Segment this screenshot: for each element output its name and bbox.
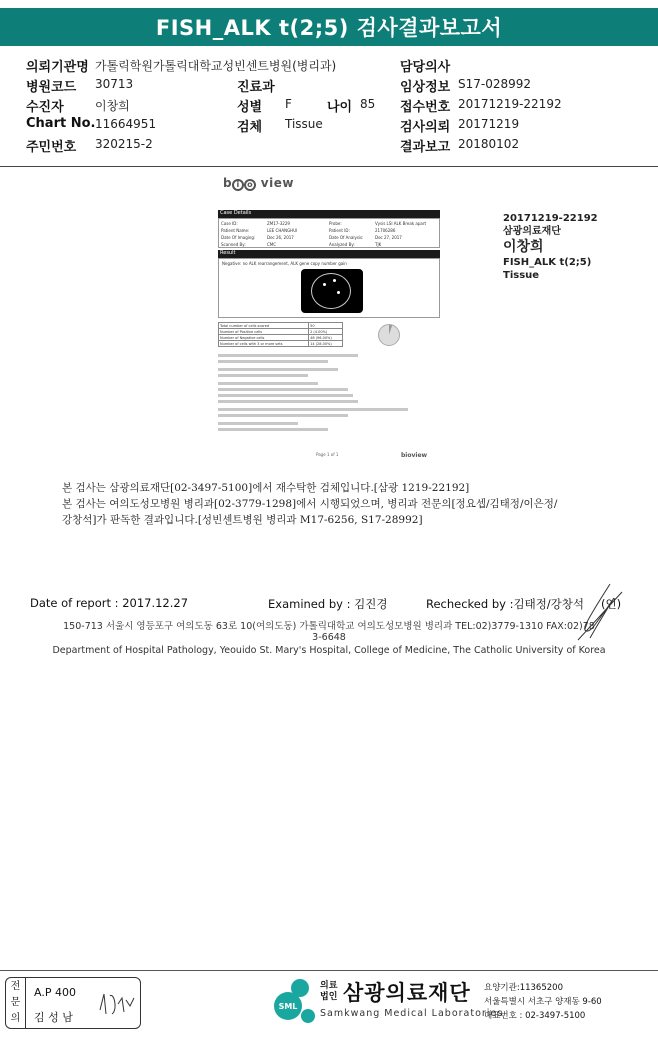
remark-line: 본 검사는 삼광의료재단[02-3497-5100]에서 재수탁한 검체입니다.[삼광 1219-22192] [62,482,470,494]
approval-name: 김 성 남 [34,1011,73,1024]
report-title-bar [0,8,658,46]
sml-logo-icon [270,976,318,1026]
sex-value: F [285,97,292,111]
fine-print [218,382,318,385]
table-row: Number of Negative cells 48 (96.00%) [219,335,343,341]
fine-print [218,368,338,371]
org-phone: 대표번호 : 02-3497-5100 [484,1011,586,1021]
result-report-label: 결과보고 [400,140,451,155]
stamp-foundation: 삼광의료재단 [503,226,561,237]
fine-print [218,374,308,377]
remark-line: 강창석]가 판독한 결과입니다.[성빈센트병원 병리과 M17-6256, S17-28992] [62,514,423,526]
stamp-specimen: Tissue [503,270,540,281]
request-value: 20171219 [458,117,520,131]
remark-line: 본 검사는 여의도성모병원 병리과[02-3779-1298]에서 시행되었으며, 병리과 전문의[정요셉/김태정/이은정/ [62,498,558,510]
hospital-code-label: 병원코드 [26,80,77,95]
receipt-value: 20171219-22192 [458,97,562,111]
cells-pie-chart [378,324,400,346]
bioview-small-logo: bioview [401,452,428,459]
rechecked-by: Rechecked by :김태정/강창석 [426,597,585,611]
age-value: 85 [360,97,376,111]
stats-table [218,322,343,347]
chart-label: Chart No. [26,116,96,131]
stamp-receipt: 20171219-22192 [503,213,598,224]
sample-stamp [503,212,598,282]
stamp-patient: 이창희 [503,239,544,255]
embedded-fish-report [213,172,449,468]
specimen-value: Tissue [285,117,323,131]
seal-mark: (인) [601,597,622,611]
request-label: 검사의뢰 [400,120,451,135]
approval-side-label: 전 문 의 [6,978,26,1028]
page-number: Page 1 of 1 [316,452,339,457]
result-box [218,258,440,318]
department-label: 진료과 [237,80,275,95]
address-line-1: 150-713 서울시 영등포구 여의도동 63로 10(여의도동) 가톨릭대학교 여의도성모병원 병리과 TEL:02)3779-1310 FAX:02)78 [63,621,595,632]
specimen-label: 검체 [237,120,263,135]
fish-cell-image [301,269,363,313]
result-line: Negative: no ALK rearrangement, ALK gene copy number gain [222,261,347,266]
approval-box [5,977,141,1029]
report-title: FISH_ALK t(2;5) 검사결과보고서 [155,16,503,40]
bioview-logo: b i o view [223,176,294,190]
fine-print [218,408,408,411]
organization-name-kr: 삼광의료재단 [343,981,471,1005]
fine-print [218,400,358,403]
fine-print [218,414,348,417]
table-row: Number of Positive cells 2 (4.00%) [219,329,343,335]
hospital-code-value: 30713 [95,77,134,91]
fine-print [218,354,358,357]
table-row: Number of cells with 3 or more sets 14 (28.00%) [219,341,343,347]
report-date: Date of report : 2017.12.27 [30,596,189,610]
org-code: 요양기관:11365200 [484,983,563,993]
fine-print [218,388,348,391]
address-line-2: 3-6648 [312,632,346,643]
result-header: Result [218,250,440,258]
svg-text:SML: SML [278,1002,298,1011]
clinical-info-label: 임상정보 [400,80,451,95]
fine-print [218,428,328,431]
organization-contact [484,981,602,1023]
patient-value: 이창희 [95,99,130,113]
organization-name-en: Samkwang Medical Laboratories [320,1008,504,1019]
resident-label: 주민번호 [26,140,77,155]
fine-print [218,422,298,425]
header-divider [0,166,658,167]
remarks-text [62,480,557,528]
approval-code: A.P 400 [34,986,76,999]
institution-value: 가톨릭학원가톨릭대학교성빈센트병원(병리과) [95,59,337,73]
receipt-label: 접수번호 [400,100,451,115]
sex-label: 성별 [237,100,263,115]
examined-by: Examined by : 김진경 [268,597,388,611]
attending-label: 담당의사 [400,60,451,75]
fine-print [218,394,353,397]
result-report-value: 20180102 [458,137,520,151]
corp-type: 의료 법인 [320,981,338,1002]
stamp-test: FISH_ALK t(2;5) [503,257,592,268]
approval-signature [96,990,136,1020]
clinical-info-value: S17-028992 [458,77,532,91]
case-details-grid: Case ID: ZM17-3229 Probe: Vysis LSI ALK Break apart Patient Name: LEE CHANGHUI Patient ID: 21706286 Date Of Imaging: Dec 26, 2017 Date Of Analysis: Dec 27, 2017 Scanned By: CMC Analyzed By: TJK [218,218,440,248]
bottom-divider [0,970,658,971]
fine-print [218,360,328,363]
table-row: Total number of cells scored 50 [219,323,343,329]
org-address: 서울특별시 서초구 양재동 9-60 [484,997,602,1007]
resident-value: 320215-2 [95,137,153,151]
patient-label: 수진자 [26,100,64,115]
institution-label: 의뢰기관명 [26,60,89,75]
address-english: Department of Hospital Pathology, Yeouido St. Mary's Hospital, College of Medicine, The Catholic University of Korea [52,645,606,656]
case-details-header: Case Details [218,210,440,218]
chart-value: 11664951 [95,117,157,131]
age-label: 나이 [327,100,353,115]
